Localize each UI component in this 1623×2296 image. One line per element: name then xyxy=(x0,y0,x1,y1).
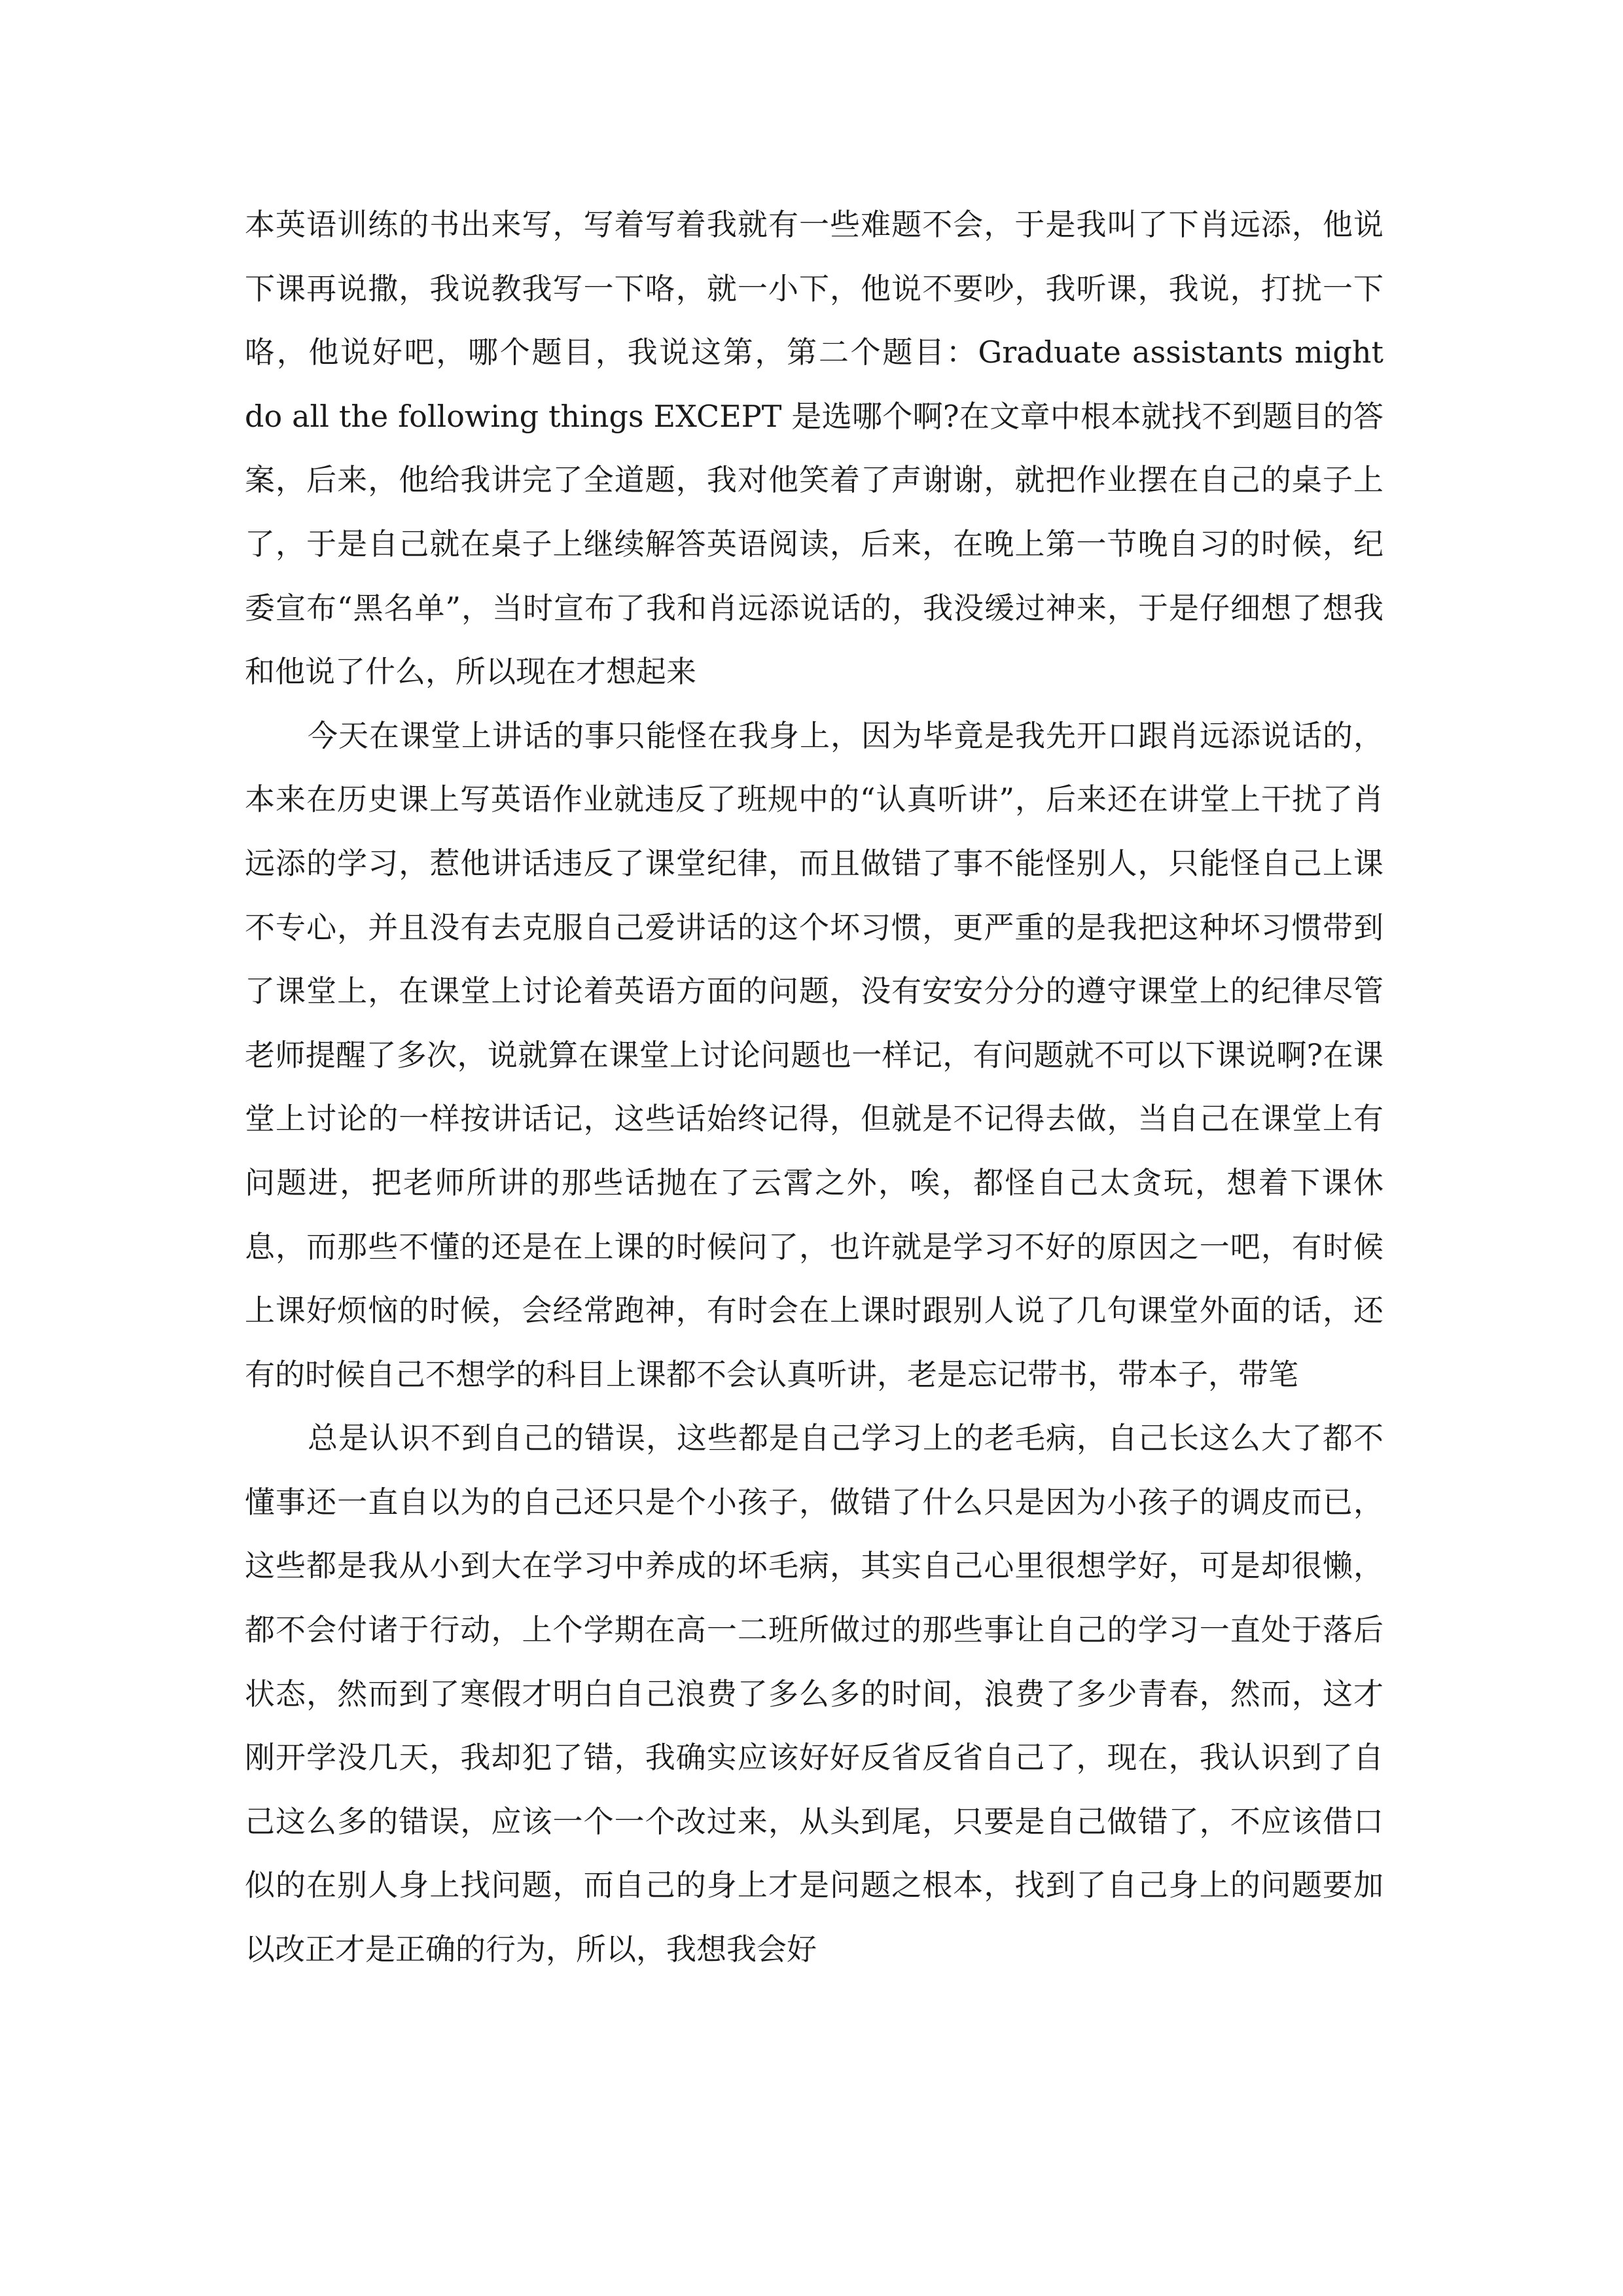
paragraph-1: 本英语训练的书出来写，写着写着我就有一些难题不会，于是我叫了下肖远添，他说下课再说撒，我说教我写一下咯，就一小下，他说不要吵，我听课，我说，打扰一下咯，他说好吧，哪个题目，我说这第，第二个题目：Graduate assistants might do all the following things EXCEPT 是选哪个啊?在文章中根本就找不到题目的答案，后来，他给我讲完了全道题，我对他笑着了声谢谢，就把作业摆在自己的桌子上了，于是自己就在桌子上继续解答英语阅读，后来，在晚上第一节晚自习的时候，纪委宣布“黑名单”，当时宣布了我和肖远添说话的，我没缓过神来，于是仔细想了想我和他说了什么，所以现在才想起来 xyxy=(245,207,1383,690)
paragraph-3: 总是认识不到自己的错误，这些都是自己学习上的老毛病，自己长这么大了都不懂事还一直自以为的自己还只是个小孩子，做错了什么只是因为小孩子的调皮而已，这些都是我从小到大在学习中养成的坏毛病，其实自己心里很想学好，可是却很懒，都不会付诸于行动，上个学期在高一二班所做过的那些事让自己的学习一直处于落后状态，然而到了寒假才明白自己浪费了多么多的时间，浪费了多少青春，然而，这才刚开学没几天，我却犯了错，我确实应该好好反省反省自己了，现在，我认识到了自己这么多的错误，应该一个一个改过来，从头到尾，只要是自己做错了，不应该借口似的在别人身上找问题，而自己的身上才是问题之根本，找到了自己身上的问题要加以改正才是正确的行为，所以，我想我会好 xyxy=(245,1420,1383,1967)
document-body xyxy=(245,193,1383,1982)
paragraph-2: 今天在课堂上讲话的事只能怪在我身上，因为毕竟是我先开口跟肖远添说话的，本来在历史课上写英语作业就违反了班规中的“认真听讲”，后来还在讲堂上干扰了肖远添的学习，惹他讲话违反了课堂纪律，而且做错了事不能怪别人，只能怪自己上课不专心，并且没有去克服自己爱讲话的这个坏习惯，更严重的是我把这种坏习惯带到了课堂上，在课堂上讨论着英语方面的问题，没有安安分分的遵守课堂上的纪律尽管老师提醒了多次，说就算在课堂上讨论问题也一样记，有问题就不可以下课说啊?在课堂上讨论的一样按讲话记，这些话始终记得，但就是不记得去做，当自己在课堂上有问题进，把老师所讲的那些话抛在了云霄之外，唉，都怪自己太贪玩，想着下课休息，而那些不懂的还是在上课的时候问了，也许就是学习不好的原因之一吧，有时候上课好烦恼的时候，会经常跑神，有时会在上课时跟别人说了几句课堂外面的话，还有的时候自己不想学的科目上课都不会认真听讲，老是忘记带书，带本子，带笔 xyxy=(245,717,1383,1392)
